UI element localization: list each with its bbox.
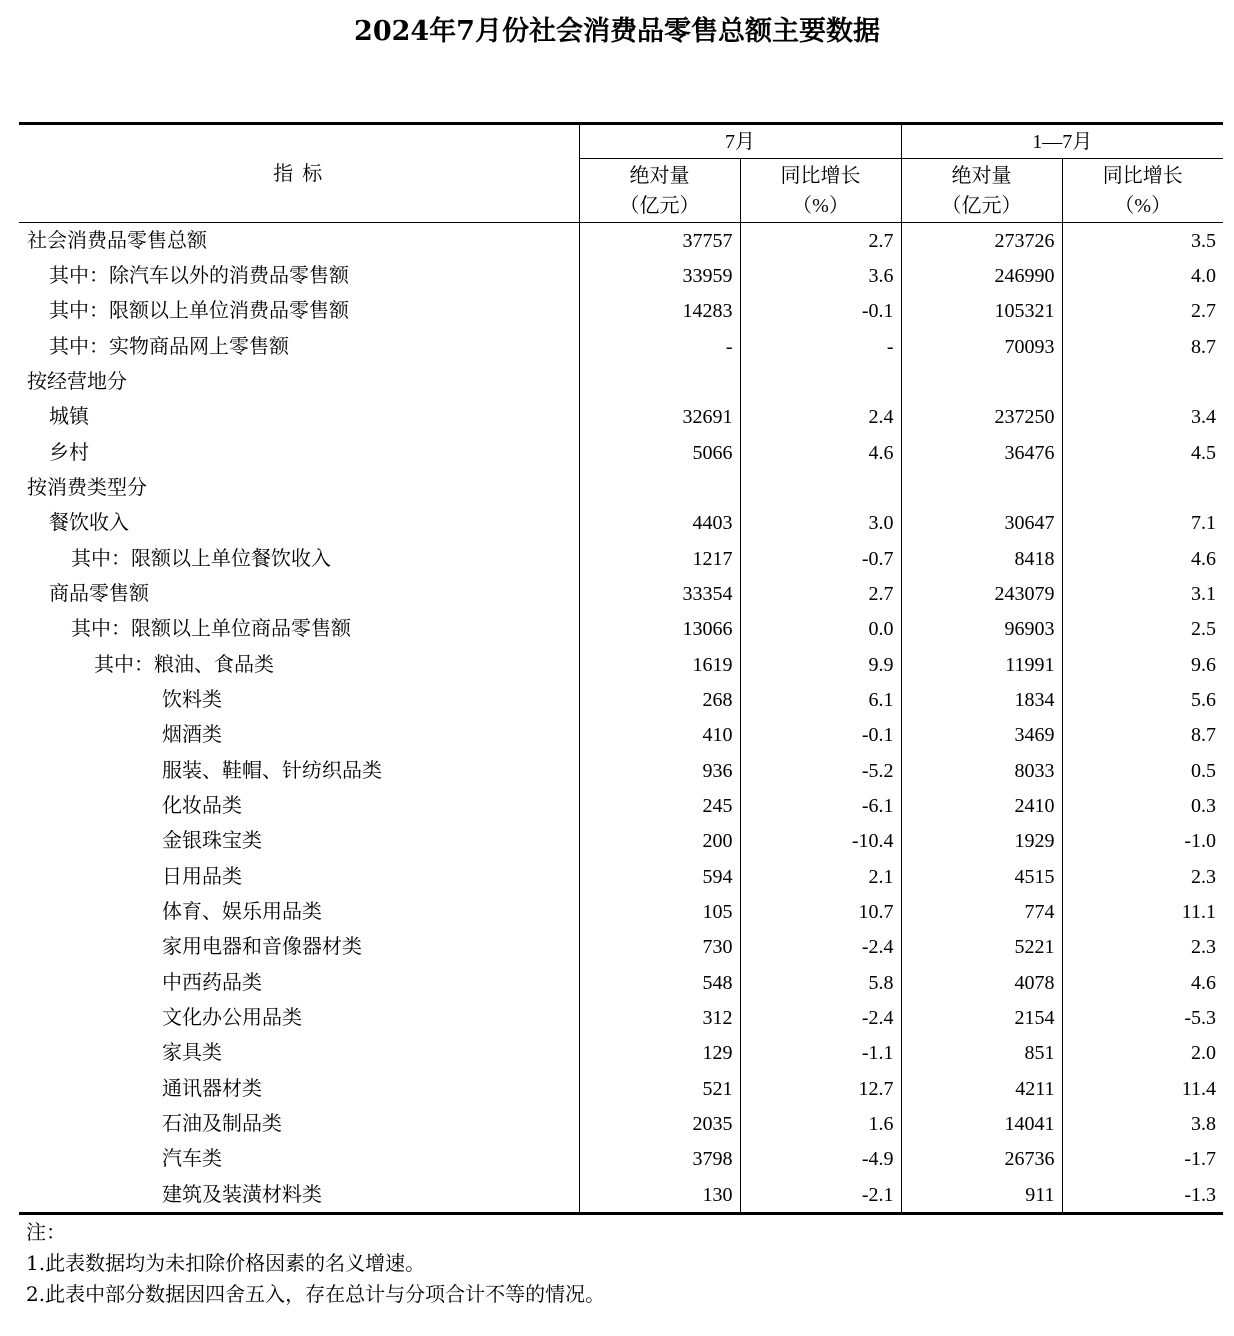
cumulative-abs-value: 246990 [901,258,1062,293]
row-label: 其中：限额以上单位消费品零售额 [49,300,349,323]
row-label: 饮料类 [162,688,222,711]
table-row [19,541,1223,576]
cumulative-abs-value: 70093 [901,329,1062,364]
table-row [19,223,1223,259]
cumulative-abs-value: 1834 [901,682,1062,717]
table-row [19,506,1223,541]
cumulative-abs-value: 14041 [901,1106,1062,1141]
cumulative-yoy-value: 8.7 [1062,329,1223,364]
table-row [19,894,1223,929]
month-abs-value [579,470,740,505]
yoy-unit: （%） [792,194,849,217]
cumulative-yoy-value [1062,470,1223,505]
table-row [19,965,1223,1000]
cumulative-abs-value: 8418 [901,541,1062,576]
row-label: 商品零售额 [49,582,149,605]
cumulative-abs-value: 26736 [901,1142,1062,1177]
cumulative-yoy-value: 11.4 [1062,1071,1223,1106]
table-row [19,1142,1223,1177]
month-abs-value: 33354 [579,576,740,611]
table-row [19,682,1223,717]
month-abs-value: 936 [579,753,740,788]
cumulative-abs-value: 237250 [901,400,1062,435]
month-yoy-value: 12.7 [740,1071,901,1106]
month-yoy-value: -1.1 [740,1036,901,1071]
abs-label: 绝对量 [951,164,1012,187]
row-label: 金银珠宝类 [162,830,262,853]
table-row [19,1071,1223,1106]
row-label: 家具类 [162,1042,222,1065]
row-label: 按经营地分 [27,370,127,393]
cumulative-yoy-value: -1.3 [1062,1177,1223,1214]
row-label: 日用品类 [162,865,242,888]
table-row [19,435,1223,470]
cumulative-yoy-value: 4.0 [1062,258,1223,293]
table-row [19,1036,1223,1071]
cumulative-abs-value: 774 [901,894,1062,929]
month-abs-value: 13066 [579,612,740,647]
month-abs-value: 268 [579,682,740,717]
month-abs-value: 3798 [579,1142,740,1177]
yoy-unit: （%） [1114,194,1172,217]
month-group-header: 7月 [579,124,901,159]
footnotes [26,1217,605,1310]
table-row [19,824,1223,859]
month-abs-value: 32691 [579,400,740,435]
cumulative-abs-value: 243079 [901,576,1062,611]
month-abs-value: 594 [579,859,740,894]
cumulative-yoy-value: 2.3 [1062,859,1223,894]
cumulative-yoy-value: 9.6 [1062,647,1223,682]
month-yoy-value: 2.1 [740,859,901,894]
month-abs-value: 14283 [579,294,740,329]
month-yoy-value [740,364,901,399]
cumulative-yoy-header [1062,159,1223,223]
cumulative-abs-value: 2410 [901,788,1062,823]
month-abs-value: 1217 [579,541,740,576]
row-label: 汽车类 [162,1148,222,1171]
month-abs-value: 730 [579,930,740,965]
table-row [19,612,1223,647]
cumulative-yoy-value: 3.4 [1062,400,1223,435]
month-abs-value: 1619 [579,647,740,682]
cumulative-yoy-value: -1.7 [1062,1142,1223,1177]
cumulative-abs-value: 2154 [901,1000,1062,1035]
cumulative-abs-header [901,159,1062,223]
abs-unit: （亿元） [619,194,700,217]
cumulative-yoy-value: 3.1 [1062,576,1223,611]
table-row [19,859,1223,894]
cumulative-abs-value [901,364,1062,399]
month-abs-value: 245 [579,788,740,823]
month-abs-value: 2035 [579,1106,740,1141]
cumulative-yoy-value [1062,364,1223,399]
row-label: 其中：限额以上单位餐饮收入 [71,547,331,570]
retail-sales-table [19,122,1223,1215]
cumulative-abs-value: 4078 [901,965,1062,1000]
cumulative-yoy-value: 2.3 [1062,930,1223,965]
cumulative-abs-value: 851 [901,1036,1062,1071]
month-abs-value: 105 [579,894,740,929]
month-yoy-value: 3.0 [740,506,901,541]
cumulative-yoy-value: 4.6 [1062,541,1223,576]
cumulative-abs-value: 105321 [901,294,1062,329]
month-yoy-value: 5.8 [740,965,901,1000]
month-abs-value: - [579,329,740,364]
row-label: 其中：粮油、食品类 [94,653,274,676]
table-row [19,400,1223,435]
cumulative-abs-value: 30647 [901,506,1062,541]
cumulative-yoy-value: 11.1 [1062,894,1223,929]
month-yoy-value: -0.7 [740,541,901,576]
month-yoy-value: 2.7 [740,576,901,611]
table-row [19,753,1223,788]
month-yoy-value: - [740,329,901,364]
cumulative-abs-value [901,470,1062,505]
month-yoy-value: -6.1 [740,788,901,823]
row-label: 化妆品类 [162,794,242,817]
cumulative-abs-value: 4211 [901,1071,1062,1106]
abs-label: 绝对量 [629,164,690,187]
cumulative-yoy-value: -1.0 [1062,824,1223,859]
month-abs-value: 130 [579,1177,740,1214]
month-abs-value [579,364,740,399]
row-label: 通讯器材类 [162,1077,262,1100]
cumulative-yoy-value: 2.5 [1062,612,1223,647]
cumulative-abs-value: 911 [901,1177,1062,1214]
month-yoy-value: 10.7 [740,894,901,929]
row-label: 建筑及装潢材料类 [19,1177,579,1214]
row-label: 按消费类型分 [27,476,147,499]
table-row [19,1000,1223,1035]
row-label: 其中：实物商品网上零售额 [49,335,289,358]
table-row [19,718,1223,753]
cumulative-yoy-value: 5.6 [1062,682,1223,717]
page-title: 2024年7月份社会消费品零售总额主要数据 [354,16,880,47]
cumulative-yoy-value: 4.6 [1062,965,1223,1000]
cumulative-abs-value: 8033 [901,753,1062,788]
row-label: 乡村 [49,441,89,464]
month-yoy-value: -0.1 [740,294,901,329]
cumulative-yoy-value: 2.0 [1062,1036,1223,1071]
row-label: 城镇 [49,406,89,429]
month-yoy-value: 2.4 [740,400,901,435]
month-yoy-value: 2.7 [740,223,901,259]
cumulative-yoy-value: 4.5 [1062,435,1223,470]
abs-unit: （亿元） [941,194,1022,217]
table-row [19,930,1223,965]
row-label: 社会消费品零售总额 [27,229,207,252]
month-yoy-value: -2.4 [740,1000,901,1035]
notes-heading: 注： [26,1220,66,1244]
row-label: 餐饮收入 [49,512,129,535]
month-yoy-value: -4.9 [740,1142,901,1177]
cumulative-abs-value: 96903 [901,612,1062,647]
table-row [19,1106,1223,1141]
cumulative-abs-value: 5221 [901,930,1062,965]
month-abs-value: 521 [579,1071,740,1106]
month-abs-value: 33959 [579,258,740,293]
cumulative-yoy-value: 2.7 [1062,294,1223,329]
cumulative-yoy-value: 7.1 [1062,506,1223,541]
row-label: 其中：除汽车以外的消费品零售额 [49,264,349,287]
table-body [19,223,1223,1214]
table-row [19,364,1223,399]
table-row [19,470,1223,505]
cumulative-abs-value: 273726 [901,223,1062,259]
month-abs-value: 37757 [579,223,740,259]
row-label: 其中：限额以上单位商品零售额 [71,618,351,641]
table-row [19,258,1223,293]
row-label: 服装、鞋帽、针纺织品类 [162,759,382,782]
month-yoy-header [740,159,901,223]
month-abs-value: 4403 [579,506,740,541]
month-yoy-value [740,470,901,505]
note-item: 2.此表中部分数据因四舍五入，存在总计与分项合计不等的情况。 [26,1282,606,1306]
month-yoy-value: -2.1 [740,1177,901,1214]
month-yoy-value: 4.6 [740,435,901,470]
month-yoy-value: 9.9 [740,647,901,682]
table-row [19,329,1223,364]
row-label: 石油及制品类 [162,1112,282,1135]
month-abs-value: 129 [579,1036,740,1071]
month-abs-value: 548 [579,965,740,1000]
cumulative-yoy-value: 3.8 [1062,1106,1223,1141]
month-yoy-value: 3.6 [740,258,901,293]
row-label: 烟酒类 [162,724,222,747]
row-label: 体育、娱乐用品类 [162,900,322,923]
yoy-label: 同比增长 [1102,164,1183,187]
month-abs-value: 410 [579,718,740,753]
cumulative-abs-value: 3469 [901,718,1062,753]
table-row [19,788,1223,823]
table-row [19,294,1223,329]
cumulative-group-header: 1—7月 [901,124,1223,159]
cumulative-abs-value: 11991 [901,647,1062,682]
cumulative-yoy-value: 0.5 [1062,753,1223,788]
month-yoy-value: -5.2 [740,753,901,788]
month-abs-value: 200 [579,824,740,859]
indicator-header: 指 标 [19,124,579,223]
row-label: 中西药品类 [162,971,262,994]
cumulative-yoy-value: 3.5 [1062,223,1223,259]
month-yoy-value: -2.4 [740,930,901,965]
table-row [19,1177,1223,1214]
table-row [19,576,1223,611]
month-abs-value: 312 [579,1000,740,1035]
month-yoy-value: 0.0 [740,612,901,647]
cumulative-abs-value: 1929 [901,824,1062,859]
cumulative-yoy-value: 0.3 [1062,788,1223,823]
cumulative-abs-value: 36476 [901,435,1062,470]
month-yoy-value: 1.6 [740,1106,901,1141]
month-yoy-value: 6.1 [740,682,901,717]
cumulative-abs-value: 4515 [901,859,1062,894]
row-label: 家用电器和音像器材类 [162,936,362,959]
table-row [19,647,1223,682]
cumulative-yoy-value: -5.3 [1062,1000,1223,1035]
month-yoy-value: -10.4 [740,824,901,859]
yoy-label: 同比增长 [780,164,861,187]
month-abs-header [579,159,740,223]
note-item: 1.此表数据均为未扣除价格因素的名义增速。 [26,1251,426,1275]
month-abs-value: 5066 [579,435,740,470]
month-yoy-value: -0.1 [740,718,901,753]
cumulative-yoy-value: 8.7 [1062,718,1223,753]
row-label: 文化办公用品类 [162,1006,302,1029]
